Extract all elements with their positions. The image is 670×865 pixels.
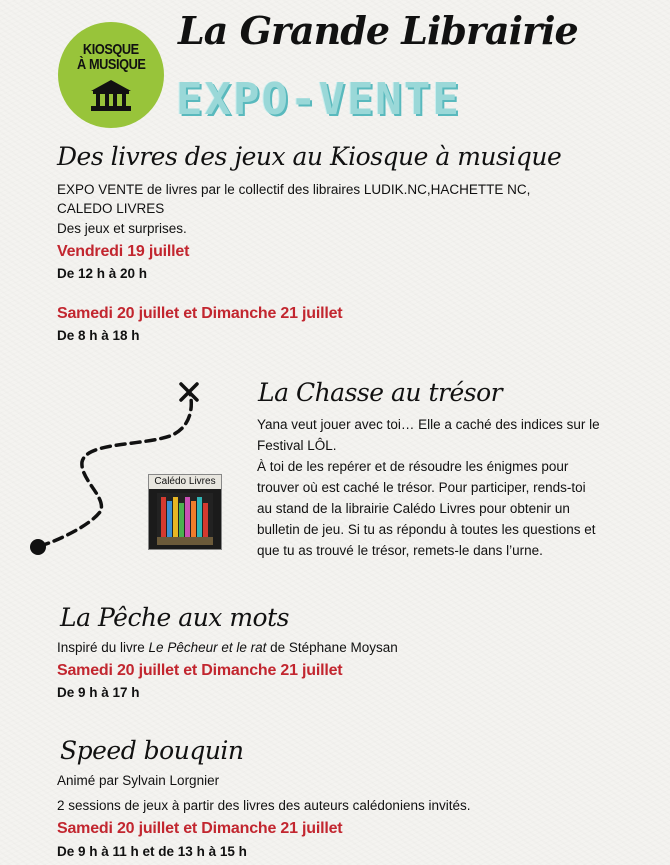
kiosque-logo-badge: [58, 22, 164, 128]
section-heading-livres-jeux: Des livres des jeux au Kiosque à musique: [57, 142, 562, 171]
section4-date: Samedi 20 juillet et Dimanche 21 juillet: [57, 820, 343, 837]
section3-description: Inspiré du livre Le Pêcheur et le rat de Stéphane Moysan: [57, 640, 398, 655]
expo-vente-banner: EXPO-VENTE: [176, 74, 461, 125]
section2-line5: au stand de la librairie Calédo Livres pour obtenir un: [257, 501, 570, 516]
section4-hours: De 9 h à 11 h et de 13 h à 15 h: [57, 844, 247, 859]
bandstand-icon: [88, 78, 134, 112]
section4-line2: 2 sessions de jeux à partir des livres des auteurs calédoniens invités.: [57, 798, 471, 813]
section1-date1: Vendredi 19 juillet: [57, 243, 190, 260]
caledo-livres-cover-image: [148, 474, 222, 550]
section2-line3: À toi de les repérer et de résoudre les énigmes pour: [257, 459, 569, 474]
section1-date2: Samedi 20 juillet et Dimanche 21 juillet: [57, 305, 343, 322]
cover-art: [157, 493, 213, 545]
logo-text-line2: À MUSIQUE: [76, 56, 146, 73]
section-heading-speed-bouquin: Speed bouquin: [60, 736, 244, 765]
cover-title: Calédo Livres: [149, 475, 221, 489]
x-mark-icon: [181, 384, 197, 400]
page-title: La Grande Librairie: [178, 8, 578, 53]
section1-line1: EXPO VENTE de livres par le collectif des libraires LUDIK.NC,HACHETTE NC,: [57, 182, 531, 197]
section-heading-chasse-tresor: La Chasse au trésor: [258, 378, 503, 407]
section1-hours2: De 8 h à 18 h: [57, 328, 140, 343]
section3-date: Samedi 20 juillet et Dimanche 21 juillet: [57, 662, 343, 679]
section2-line1: Yana veut jouer avec toi… Elle a caché des indices sur le: [257, 417, 600, 432]
section2-line6: bulletin de jeu. Si tu as répondu à toutes les questions et: [257, 522, 596, 537]
logo-text-line1: KIOSQUE: [83, 41, 139, 58]
section2-line7: que tu as trouvé le trésor, remets-le dans l’urne.: [257, 543, 543, 558]
section1-line3: Des jeux et surprises.: [57, 221, 187, 236]
section3-hours: De 9 h à 17 h: [57, 685, 140, 700]
section2-line2: Festival LÔL.: [257, 438, 337, 453]
section-heading-peche-mots: La Pêche aux mots: [60, 603, 289, 632]
section4-line1: Animé par Sylvain Lorgnier: [57, 773, 220, 788]
book-title: Le Pêcheur et le rat: [148, 640, 267, 655]
section2-line4: trouver où est caché le trésor. Pour participer, rends-toi: [257, 480, 586, 495]
section1-line2: CALEDO LIVRES: [57, 201, 165, 216]
section1-hours1: De 12 h à 20 h: [57, 266, 148, 281]
section2-paragraph: [257, 414, 627, 561]
